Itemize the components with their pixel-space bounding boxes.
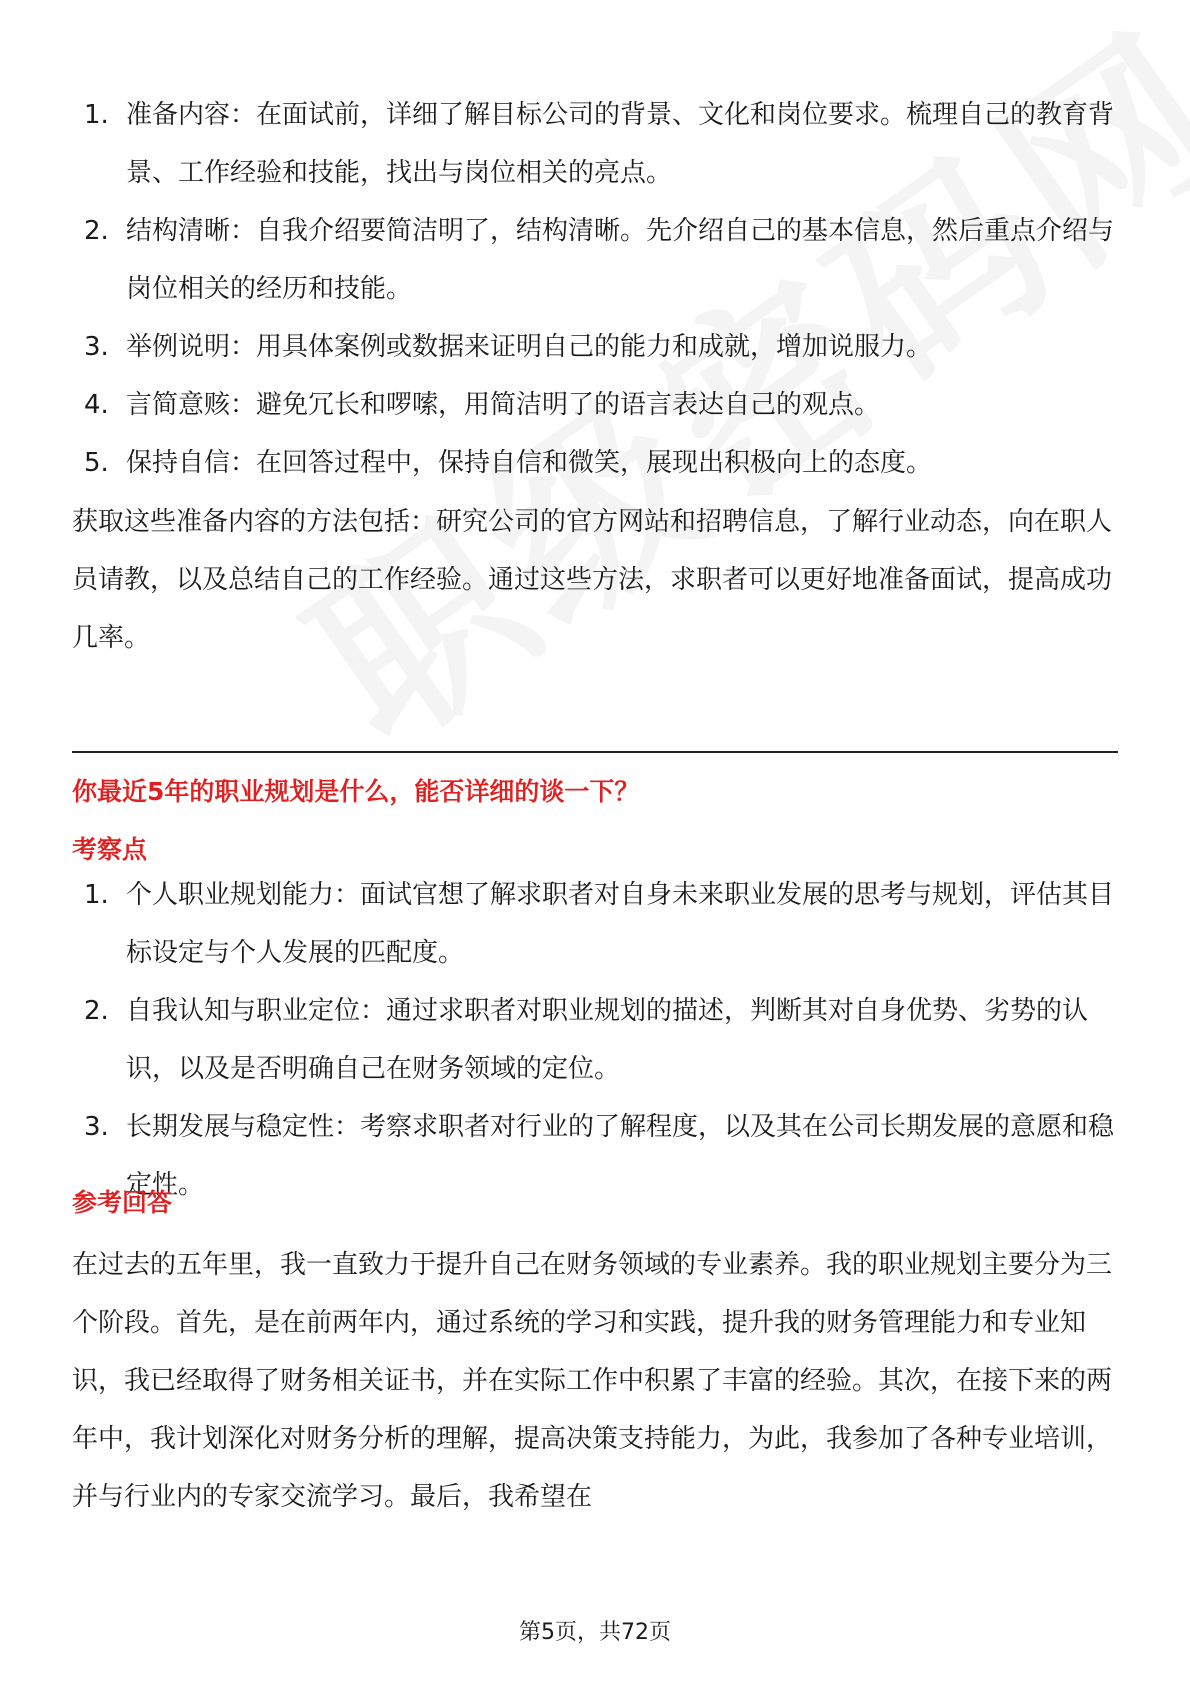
list-item	[84, 86, 1114, 202]
list-text: 举例说明：用具体案例或数据来证明自己的能力和成就，增加说服力。	[126, 332, 933, 362]
reference-answer-paragraph: 在过去的五年里，我一直致力于提升自己在财务领域的专业素养。我的职业规划主要分为三个阶段。首先，是在前两年内，通过系统的学习和实践，提升我的财务管理能力和专业知识，我已经取得了财务相关证书，并在实际工作中积累了丰富的经验。其次，在接下来的两年中，我计划深化对财务分析的理解，提高决策支持能力，为此，我参加了各种专业培训，并与行业内的专家交流学习。最后，我希望在	[72, 1250, 1113, 1512]
method-paragraph: 获取这些准备内容的方法包括：研究公司的官方网站和招聘信息，了解行业动态，向在职人员请教，以及总结自己的工作经验。通过这些方法，求职者可以更好地准备面试，提高成功几率。	[72, 507, 1113, 653]
page-footer: 第5页，共72页	[519, 1620, 671, 1645]
list-text: 保持自信：在回答过程中，保持自信和微笑，展现出积极向上的态度。	[126, 448, 933, 478]
list-number: 3.	[84, 1112, 109, 1142]
question-heading: 你最近5年的职业规划是什么，能否详细的谈一下？	[72, 777, 640, 806]
list-item	[84, 202, 1114, 318]
list-text: 言简意赅：避免冗长和啰嗦，用简洁明了的语言表达自己的观点。	[126, 390, 881, 420]
list-item	[84, 982, 1114, 1098]
list-text: 长期发展与稳定性：考察求职者对行业的了解程度，以及其在公司长期发展的意愿和稳定性。	[126, 1112, 1115, 1200]
list-text: 自我认知与职业定位：通过求职者对职业规划的描述，判断其对自身优势、劣势的认识，以及是否明确自己在财务领域的定位。	[126, 996, 1089, 1084]
list-number: 1.	[84, 880, 109, 910]
list-text: 结构清晰：自我介绍要简洁明了，结构清晰。先介绍自己的基本信息，然后重点介绍与岗位相关的经历和技能。	[126, 216, 1115, 304]
reference-answer-heading: 参考回答	[72, 1188, 173, 1217]
list-text: 个人职业规划能力：面试官想了解求职者对自身未来职业发展的思考与规划，评估其目标设定与个人发展的匹配度。	[126, 880, 1115, 968]
assessment-points-heading: 考察点	[72, 835, 148, 864]
list-item	[84, 376, 1114, 434]
list-item	[84, 434, 1114, 492]
list-number: 5.	[84, 448, 109, 478]
list-number: 2.	[84, 216, 109, 246]
list-number: 3.	[84, 332, 109, 362]
list-number: 4.	[84, 390, 109, 420]
list-item	[84, 1098, 1114, 1214]
list-item	[84, 866, 1114, 982]
list-text: 准备内容：在面试前，详细了解目标公司的背景、文化和岗位要求。梳理自己的教育背景、工作经验和技能，找出与岗位相关的亮点。	[126, 100, 1115, 188]
assessment-points-list	[84, 866, 1114, 1214]
list-number: 1.	[84, 100, 109, 130]
list-number: 2.	[84, 996, 109, 1026]
list-item	[84, 318, 1114, 376]
preparation-list	[84, 86, 1114, 492]
section-divider	[72, 751, 1118, 753]
